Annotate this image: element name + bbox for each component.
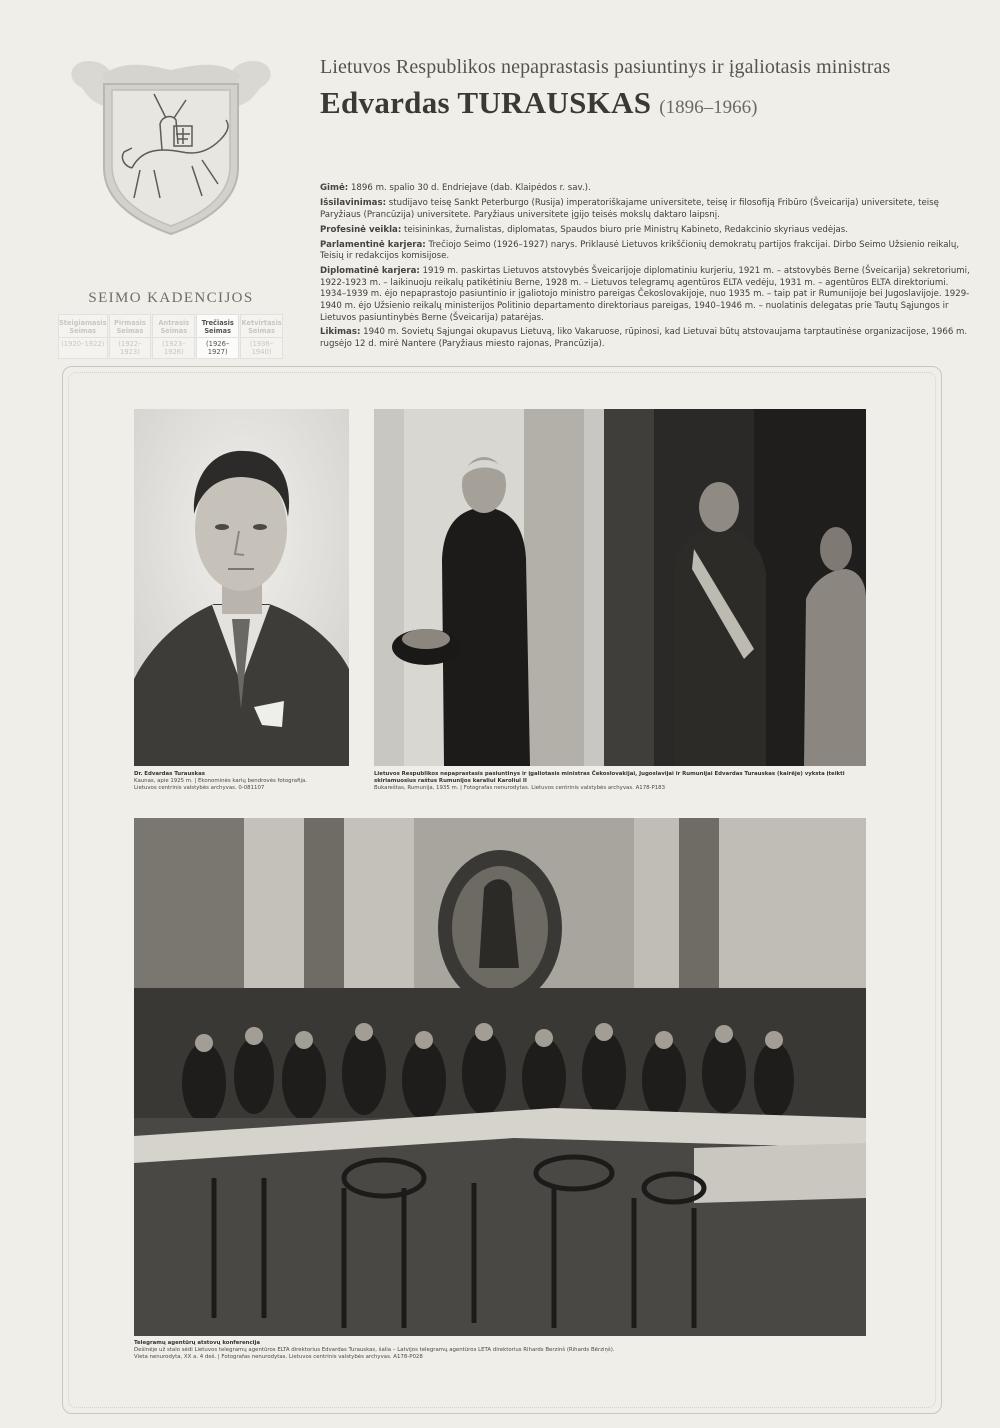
ceremony-photo	[374, 409, 866, 766]
term-item: Ketvirtasis Seimas (1936–1940)	[240, 314, 283, 359]
conference-photo	[134, 818, 866, 1336]
header	[320, 56, 960, 121]
caption-portrait: Dr. Edvardas Turauskas Kaunas, apie 1925 m. | Ekonominės karių bendrovės fotografija. Lietuvos centrinis valstybės archyvas. 0-081107	[134, 771, 307, 791]
caption-ceremony: Lietuvos Respublikos nepaprastasis pasiuntinys ir įgaliotasis ministras Čekoslovakijai, Jugoslavijai ir Rumunijai Edvardas Turauskas (kairėje) vyksta įteikti skiriamuosius raštus Rumunijos karaliui Karoliui II Bukareštas, Rumunija, 1935 m. | Fotografas nenurodytas. Lietuvos centrinis valstybės archyvas. A178-P183	[374, 771, 845, 791]
page-subtitle: Lietuvos Respublikos nepaprastasis pasiuntinys ir įgaliotasis ministras	[320, 56, 891, 78]
term-item-active: Trečiasis Seimas (1926–1927)	[196, 314, 239, 359]
term-item: Pirmasis Seimas (1922–1923)	[109, 314, 152, 359]
portrait-photo	[134, 409, 349, 766]
term-item: Steigiamasis Seimas (1920–1922)	[58, 314, 108, 359]
caption-conference: Telegramų agentūrų atstovų konferencija Dešinėje už stalo sėdi Lietuvos telegramų agentūros ELTA direktorius Edvardas Turauskas, šalia – Latvijos telegramų agentūros LETA direktorius Rihards Berzinš (Rihards Bērziņš). Vieta nenurodyta, XX a. 4 deš. | Fotografas nenurodytas. Lietuvos centrinis valstybės archyvas. A178-P028	[134, 1340, 615, 1360]
term-item: Antrasis Seimas (1923–1926)	[152, 314, 195, 359]
page-title: Edvardas TURAUSKAS	[320, 85, 652, 120]
bio-birth: Gimė: 1896 m. spalio 30 d. Endriejave (dab. Klaipėdos r. sav.).	[320, 183, 591, 193]
bio-diplomacy: Diplomatinė karjera: 1919 m. paskirtas Lietuvos atstovybės Šveicarijoje diplomatiniu kurjeriu, 1921 m. – atstovybės Berne (Šveicarija) sekretoriumi, 1922-1923 m. – laikinuoju reikalų patikėtiniu Berne, 1928 m. – Lietuvos telegramų agentūros ELTA vedėju, 1931 m. – agentūros ELTA direktoriumi. 1934–1939 m. ėjo nepaprastojo pasiuntinio ir įgaliotojo ministro pareigas Čekoslovakijoje, nuo 1935 m. – taip pat ir Rumunijoje bei Jugoslavijoje. 1929-1940 m. ėjo Užsienio reikalų ministerijos Politinio departamento direktoriaus pareigas, 1940–1946 m. – nuolatinis delegatas prie Tautų Sąjungos ir Lietuvos pasiuntinybės Berne (Šveicarija) patarėjas.	[320, 266, 970, 323]
terms-list	[58, 314, 284, 359]
vytis-crest	[62, 48, 280, 238]
bio-fate: Likimas: 1940 m. Sovietų Sąjungai okupavus Lietuvą, liko Vakaruose, rūpinosi, kad Lietuvai būtų atstovaujama tarptautinėse organizacijose, 1966 m. rugsėjo 12 d. mirė Nantere (Paryžiaus miesto rajonas, Prancūzija).	[320, 327, 968, 350]
bio-profession: Profesinė veikla: teisininkas, žurnalistas, diplomatas, Spaudos biuro prie Ministrų Kabineto, Redakcinio skyriaus vedėjas.	[320, 224, 849, 235]
terms-title: SEIMO KADENCIJOS	[88, 290, 254, 306]
bio-parliament: Parlamentinė karjera: Trečiojo Seimo (1926–1927) narys. Priklausė Lietuvos krikščionių demokratų partijos frakcijai. Dirbo Seimo Užsienio reikalų, Teisių ir redakcijos komisijose.	[320, 239, 960, 262]
biography	[320, 183, 970, 354]
life-years: (1896–1966)	[659, 97, 758, 118]
bio-education: Išsilavinimas: studijavo teisę Sankt Peterburgo (Rusija) imperatoriškajame universitete, teisę ir filosofiją Fribūro (Šveicarija) universitete, teisę Paryžiaus (Prancūzija) universitete. Paryžiaus universitete įgijo teisės mokslų daktaro laipsnį.	[320, 197, 939, 220]
